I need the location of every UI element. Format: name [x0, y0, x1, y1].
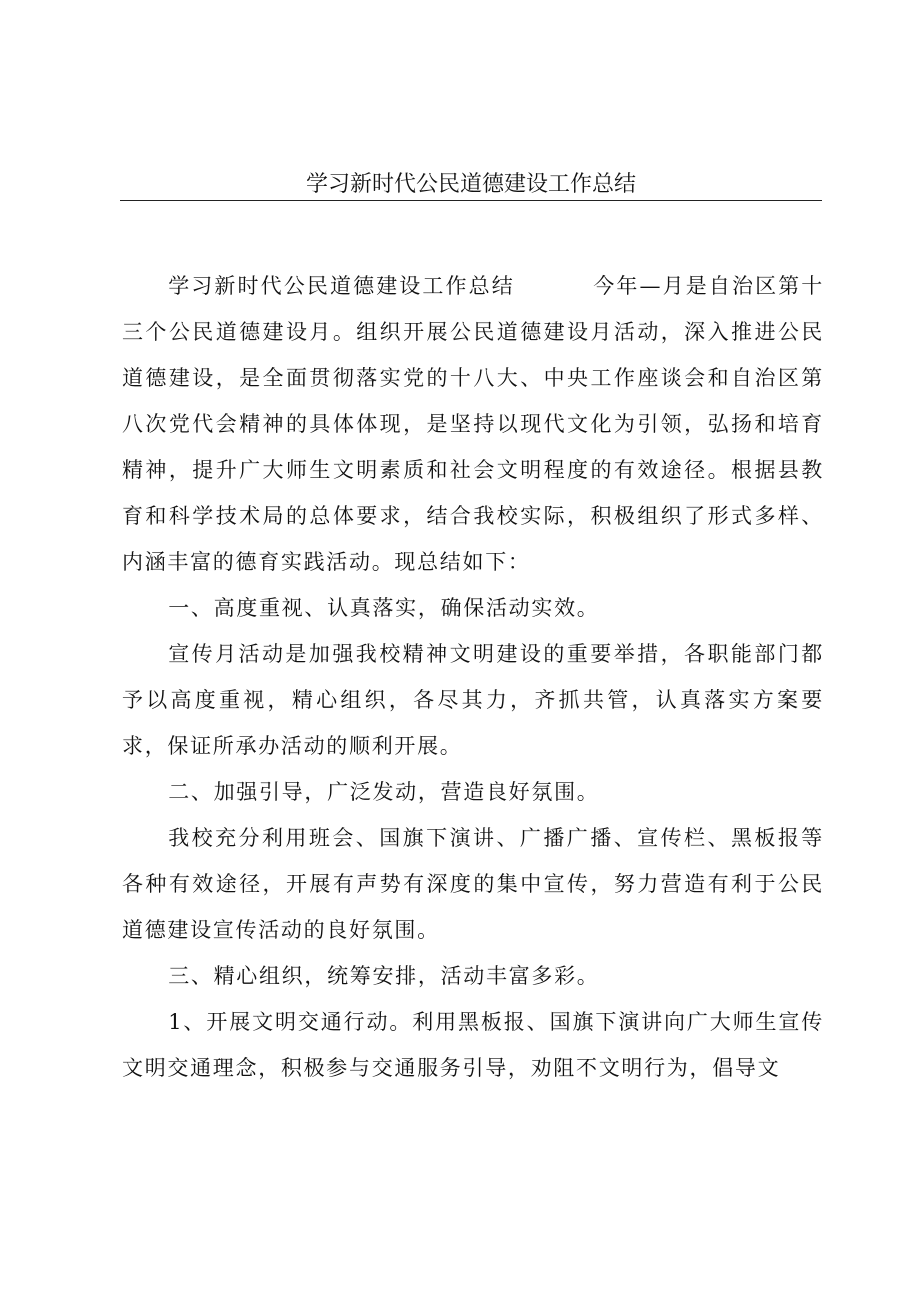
title-underline [120, 200, 822, 201]
section-heading-2: 二、加强引导，广泛发动，营造良好氛围。 [168, 780, 600, 804]
body-paragraph: 1、开展文明交通行动。利用黑板报、国旗下演讲向广大师生宣传文明交通理念，积极参与交通服务引导，劝阻不文明行为，倡导文 [122, 1010, 824, 1080]
document-body [122, 263, 824, 1091]
body-paragraph: 我校充分利用班会、国旗下演讲、广播广播、宣传栏、黑板报等各种有效途径，开展有声势有深度的集中宣传，努力营造有利于公民道德建设宣传活动的良好氛围。 [122, 826, 824, 942]
section-heading-3: 三、精心组织，统筹安排，活动丰富多彩。 [168, 964, 600, 988]
intro-lead: 学习新时代公民道德建设工作总结 [168, 274, 515, 298]
section-heading-1: 一、高度重视、认真落实，确保活动实效。 [168, 596, 600, 620]
intro-paragraph [122, 263, 824, 585]
intro-rest: 今年—月是自治区第十三个公民道德建设月。组织开展公民道德建设月活动，深入推进公民道德建设，是全面贯彻落实党的十八大、中央工作座谈会和自治区第八次党代会精神的具体体现，是坚持以现代文化为引领，弘扬和培育精神，提升广大师生文明素质和社会文明程度的有效途径。根据县教育和科学技术局的总体要求，结合我校实际，积极组织了形式多样、内涵丰富的德育实践活动。现总结如下： [122, 274, 824, 574]
document-title: 学习新时代公民道德建设工作总结 [305, 172, 636, 197]
body-paragraph: 宣传月活动是加强我校精神文明建设的重要举措，各职能部门都予以高度重视，精心组织，各尽其力，齐抓共管，认真落实方案要求，保证所承办活动的顺利开展。 [122, 642, 824, 758]
